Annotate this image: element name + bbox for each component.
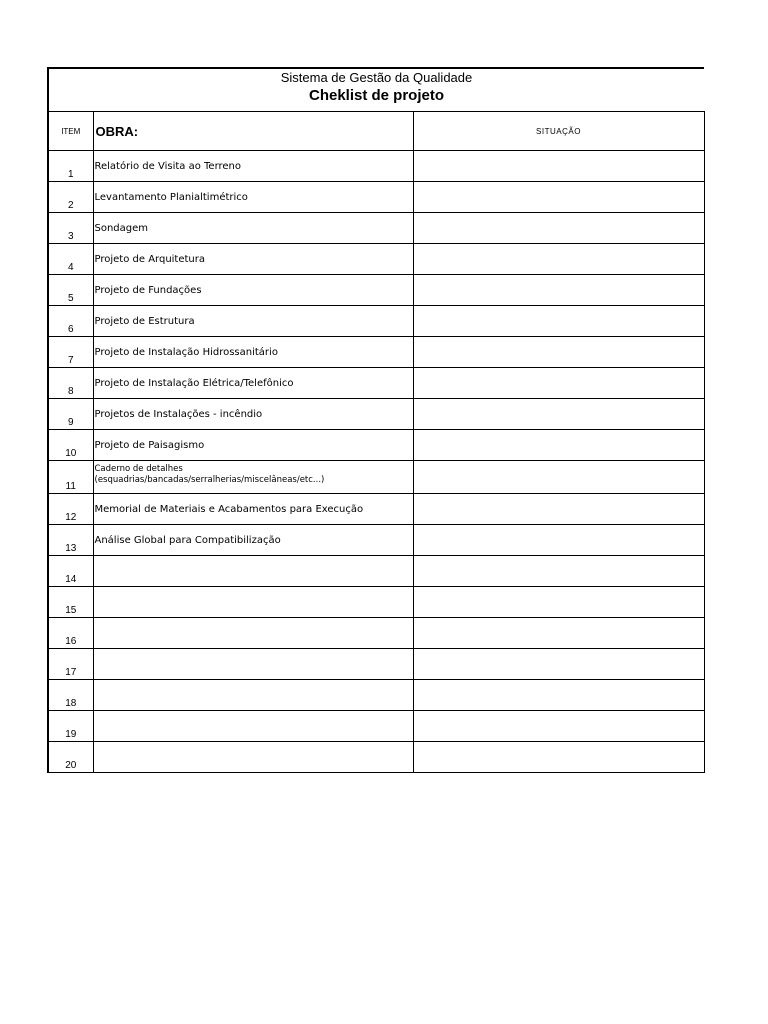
item-description: Memorial de Materiais e Acabamentos para Execução (93, 494, 413, 525)
item-description: Projeto de Instalação Elétrica/Telefônico (93, 368, 413, 399)
table-row (48, 368, 704, 399)
situacao-cell[interactable] (413, 649, 704, 680)
item-description: Projeto de Instalação Hidrossanitário (93, 337, 413, 368)
item-number: 13 (48, 525, 93, 556)
item-number: 20 (48, 742, 93, 773)
situacao-cell[interactable] (413, 368, 704, 399)
item-description: Sondagem (93, 213, 413, 244)
item-description: Análise Global para Compatibilização (93, 525, 413, 556)
item-description-line: Caderno de detalhes (94, 464, 183, 474)
situacao-cell[interactable] (413, 275, 704, 306)
table-row (48, 711, 704, 742)
item-number: 11 (48, 461, 93, 494)
table-row (48, 494, 704, 525)
item-number: 16 (48, 618, 93, 649)
table-row (48, 399, 704, 430)
situacao-cell[interactable] (413, 587, 704, 618)
situacao-cell[interactable] (413, 244, 704, 275)
item-description (93, 461, 413, 494)
item-number: 1 (48, 151, 93, 182)
item-description: Projeto de Estrutura (93, 306, 413, 337)
obra-column-header: OBRA: (93, 112, 413, 151)
item-number: 19 (48, 711, 93, 742)
table-row (48, 182, 704, 213)
item-number: 4 (48, 244, 93, 275)
item-description: Projeto de Arquitetura (93, 244, 413, 275)
item-description (93, 649, 413, 680)
item-description (93, 618, 413, 649)
item-description: Projetos de Instalações - incêndio (93, 399, 413, 430)
table-row (48, 461, 704, 494)
situacao-cell[interactable] (413, 742, 704, 773)
header-row (48, 112, 704, 151)
situacao-cell[interactable] (413, 306, 704, 337)
situacao-cell[interactable] (413, 151, 704, 182)
table-row (48, 556, 704, 587)
item-number: 14 (48, 556, 93, 587)
table-row (48, 213, 704, 244)
item-description (93, 556, 413, 587)
item-description (93, 711, 413, 742)
table-row (48, 275, 704, 306)
situacao-cell[interactable] (413, 182, 704, 213)
situacao-cell[interactable] (413, 494, 704, 525)
situacao-cell[interactable] (413, 399, 704, 430)
situacao-cell[interactable] (413, 337, 704, 368)
item-description (93, 587, 413, 618)
title-row (48, 68, 704, 112)
table-row (48, 306, 704, 337)
table-row (48, 337, 704, 368)
situacao-cell[interactable] (413, 618, 704, 649)
table-row (48, 151, 704, 182)
item-number: 3 (48, 213, 93, 244)
item-number: 9 (48, 399, 93, 430)
item-description: Projeto de Fundações (93, 275, 413, 306)
table-row (48, 618, 704, 649)
item-description: Projeto de Paisagismo (93, 430, 413, 461)
situacao-cell[interactable] (413, 430, 704, 461)
item-number: 5 (48, 275, 93, 306)
table-row (48, 680, 704, 711)
item-description-line: (esquadrias/bancadas/serralherias/miscelâneas/etc...) (94, 475, 325, 485)
table-row (48, 430, 704, 461)
title-cell (48, 68, 704, 112)
situacao-cell[interactable] (413, 213, 704, 244)
item-column-header: ITEM (48, 112, 93, 151)
table-row (48, 742, 704, 773)
table-row (48, 649, 704, 680)
item-number: 17 (48, 649, 93, 680)
situacao-cell[interactable] (413, 461, 704, 494)
item-number: 15 (48, 587, 93, 618)
item-number: 7 (48, 337, 93, 368)
table-row (48, 525, 704, 556)
item-description (93, 742, 413, 773)
item-description (93, 680, 413, 711)
item-description: Levantamento Planialtimétrico (93, 182, 413, 213)
item-description: Relatório de Visita ao Terreno (93, 151, 413, 182)
situacao-column-header: SITUAÇÃO (413, 112, 704, 151)
item-number: 12 (48, 494, 93, 525)
item-number: 6 (48, 306, 93, 337)
item-number: 10 (48, 430, 93, 461)
system-title: Sistema de Gestão da Qualidade (280, 70, 473, 85)
table-row (48, 244, 704, 275)
checklist-table (47, 67, 705, 773)
situacao-cell[interactable] (413, 680, 704, 711)
table-row (48, 587, 704, 618)
item-number: 2 (48, 182, 93, 213)
situacao-cell[interactable] (413, 711, 704, 742)
checklist-title: Cheklist de projeto (308, 87, 445, 104)
item-number: 8 (48, 368, 93, 399)
situacao-cell[interactable] (413, 556, 704, 587)
item-number: 18 (48, 680, 93, 711)
situacao-cell[interactable] (413, 525, 704, 556)
